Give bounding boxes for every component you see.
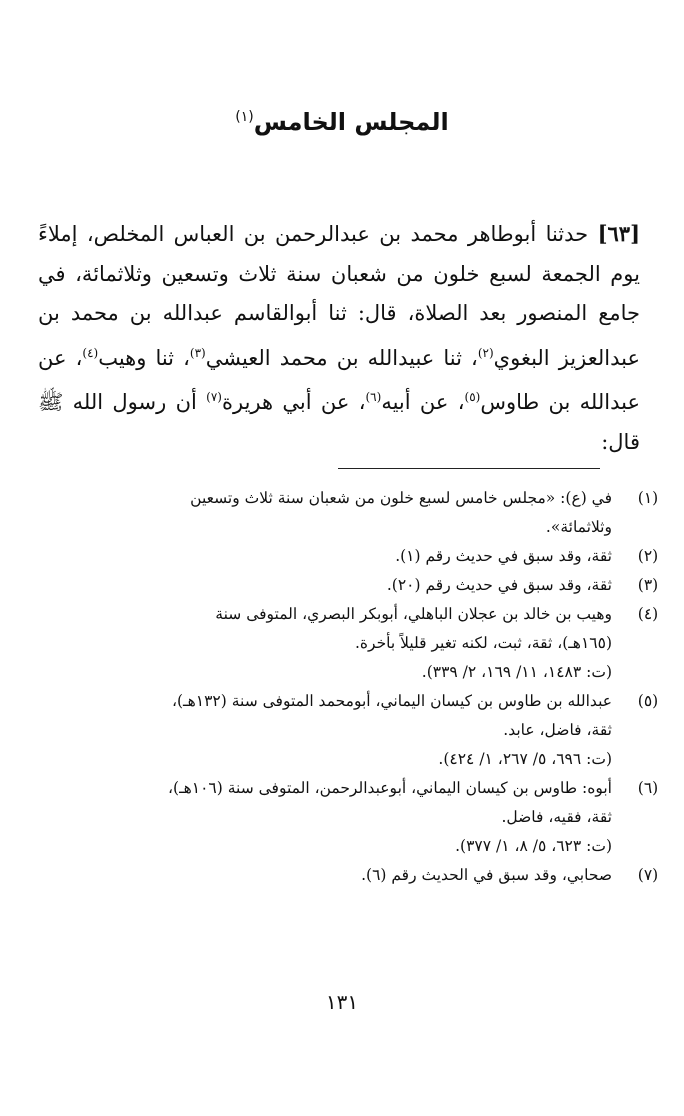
page-title — [0, 108, 684, 136]
footnotes — [36, 484, 659, 890]
hadith-paragraph — [38, 214, 640, 462]
footnote-6 — [36, 774, 659, 861]
footnote-number: (٧) — [637, 866, 659, 884]
hadith-seg: ، عن عبدالله بن طاوس — [38, 345, 640, 414]
footnote-line: ثقة، وقد سبق في حديث رقم (١). — [395, 547, 612, 565]
footnote-ref: (٢) — [477, 345, 494, 360]
footnote-ref: (٥) — [464, 390, 481, 404]
footnote-line: (ت: ١٤٨٣، ١١/ ١٦٩، ٢/ ٣٣٩). — [421, 663, 612, 681]
title-footnote-ref: (١) — [235, 109, 254, 125]
footnote-number: (٥) — [637, 692, 659, 710]
footnote-5 — [36, 687, 659, 774]
footnote-number: (٤) — [637, 605, 659, 623]
footnote-number: (١) — [637, 489, 659, 507]
footnote-number: (٦) — [637, 779, 659, 797]
hadith-seg: ، ثنا وهيب — [98, 345, 190, 370]
footnote-line: (١٦٥هـ)، ثقة، ثبت، لكنه تغير قليلاً بأخرة. — [354, 634, 612, 652]
footnote-2 — [36, 542, 659, 571]
hadith-seg: أن رسول الله ﷺ قال: — [38, 390, 640, 454]
footnote-3 — [36, 571, 659, 600]
footnote-1 — [36, 484, 659, 542]
footnote-separator — [338, 468, 600, 469]
footnote-line: أبوه: طاوس بن كيسان اليماني، أبوعبدالرحمن، المتوفى سنة (١٠٦هـ)، — [168, 779, 612, 797]
footnote-number: (٢) — [637, 547, 659, 565]
footnote-ref: (٤) — [82, 345, 99, 360]
footnote-line: (ت: ٦٢٣، ٥/ ٨، ١/ ٣٧٧). — [455, 837, 612, 855]
page-number: ١٣١ — [325, 990, 359, 1014]
footnote-line: ثقة، فاضل، عابد. — [503, 721, 612, 739]
footnote-ref: (٦) — [365, 390, 382, 404]
footnote-line: صحابي، وقد سبق في الحديث رقم (٦). — [361, 866, 612, 884]
hadith-number: [٦٣] — [597, 221, 640, 246]
hadith-seg: حدثنا أبوطاهر محمد بن عبدالرحمن بن العباس المخلص، إملاءً يوم الجمعة لسبع خلون من شعبان سنة ثلاث وتسعين وثلاثمائة، في جامع المنصور بعد الصلاة، قال: ثنا أبوالقاسم عبدالله بن محمد بن عبدالعزيز البغوي — [38, 222, 640, 370]
hadith-seg: ، عن أبيه — [381, 390, 465, 414]
footnote-4 — [36, 600, 659, 687]
footnote-line: وثلاثمائة». — [545, 518, 612, 536]
hadith-seg: ، ثنا عبيدالله بن محمد العيشي — [205, 345, 478, 370]
footnote-7 — [36, 861, 659, 890]
footnote-line: ثقة، فقيه، فاضل. — [501, 808, 612, 826]
footnote-line: وهيب بن خالد بن عجلان الباهلي، أبوبكر البصري، المتوفى سنة — [215, 605, 612, 623]
hadith-seg: ، عن أبي هريرة — [221, 390, 366, 414]
footnote-line: ثقة، وقد سبق في حديث رقم (٢٠). — [386, 576, 612, 594]
footnote-line: (ت: ٦٩٦، ٥/ ٢٦٧، ١/ ٤٢٤). — [438, 750, 612, 768]
footnote-ref: (٣) — [189, 345, 206, 360]
title-text: المجلس الخامس — [253, 108, 449, 136]
footnote-line: عبدالله بن طاوس بن كيسان اليماني، أبومحمد المتوفى سنة (١٣٢هـ)، — [172, 692, 612, 710]
footnote-line: في (ع): «مجلس خامس لسبع خلون من شعبان سنة ثلاث وتسعين — [190, 489, 612, 507]
footnote-number: (٣) — [637, 576, 659, 594]
footnote-ref: (٧) — [206, 390, 222, 404]
